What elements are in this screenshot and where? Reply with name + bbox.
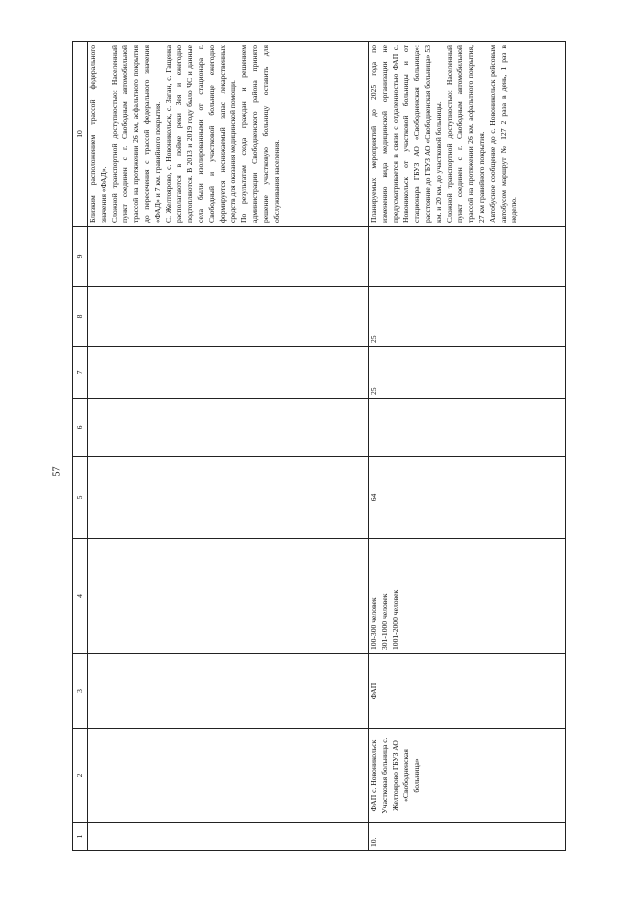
column-header: 8	[73, 287, 88, 347]
column-header: 3	[73, 654, 88, 729]
note-paragraph: Автобусное сообщение до с. Новоникольск рейсовым автобусом маршрут № 127 2 раза в день, 1 раз в неделю.	[487, 45, 519, 223]
value-cell: 25	[369, 287, 566, 347]
note-paragraph: С. Желтоярово, с. Новоникольск, с. Заган, с. Гащенка располагаются в пойме реки Зея и ежегодно подтопляются. В 2013 и 2019 году было ЧС и данные села были изолированными от стационара г. Свободный и участковой больнице ежегодно формируется неснижаемый запас лекарственных средств для оказания медицинской помощи.	[163, 45, 238, 223]
notes-cell	[369, 42, 566, 227]
population-range-cell	[369, 539, 566, 654]
note-paragraph: По результатам схода граждан и решением администрации Свободненского района принято решение участковую больницу оставить для обслуживания населения.	[239, 45, 281, 223]
page-number: 57	[51, 466, 63, 477]
table-cell	[88, 227, 369, 287]
table-cell	[88, 539, 369, 654]
note-paragraph: Близким расположением трассой федерального значения «ФАД».	[88, 45, 108, 223]
row-number-cell: 10.	[369, 823, 566, 851]
table-header-row	[73, 42, 88, 851]
table-cell	[88, 347, 369, 399]
note-paragraph: Сложной транспортной доступностью: Населенный пункт соединен с г. Свободным автомобильной трассой на протяжении 26 км. асфальтного покрытия, 27 км гравийного покрытия.	[444, 45, 486, 223]
column-header: 6	[73, 399, 88, 457]
table-cell	[88, 823, 369, 851]
table-cell	[88, 399, 369, 457]
column-header: 9	[73, 227, 88, 287]
table-row-10	[369, 42, 566, 851]
facility-type-cell: ФАП	[369, 654, 566, 729]
table-cell	[88, 287, 369, 347]
value-cell: 64	[369, 457, 566, 539]
population-range-item: 1001-2000 человек	[390, 589, 400, 650]
facility-name-cell: ФАП с. Новоникольск Участковая больница с. Желтоярово ГБУЗ АО «Свободненская больница»	[369, 729, 566, 823]
population-range-item: 301-1000 человек	[379, 593, 389, 650]
table-cell	[88, 729, 369, 823]
value-cell	[369, 227, 566, 287]
column-header: 10	[73, 42, 88, 227]
data-table	[72, 41, 566, 851]
value-cell: 25	[369, 347, 566, 399]
notes-cell	[88, 42, 369, 227]
column-header: 1	[73, 823, 88, 851]
population-range-item: 100-300 человек	[369, 597, 378, 650]
value-cell	[369, 399, 566, 457]
column-header: 5	[73, 457, 88, 539]
column-header: 4	[73, 539, 88, 654]
column-header: 2	[73, 729, 88, 823]
table-row-continued	[88, 42, 369, 851]
column-header: 7	[73, 347, 88, 399]
table-cell	[88, 457, 369, 539]
note-paragraph: Сложной транспортной доступностью: Населенный пункт соединен с г. Свободным автомобильной трассой на протяжении 26 км, асфальтного покрытия до пересечения с трассой федерального значения «ФАД» и 7 км. гравийного покрытия.	[109, 45, 162, 223]
rotated-table-container	[72, 42, 564, 851]
note-paragraph: Планируемых мероприятий до 2025 года по изменению вида медицинской организации не предусматривается в связи с отдаленностью ФАП с. Новоникольск от участковой больницы и от стационара ГБУЗ АО «Свободненская больница»: расстояние до ГБУЗ АО «Свободненская больница» 53 км. и 20 км. до участковой больницы.	[369, 45, 443, 223]
table-cell	[88, 654, 369, 729]
